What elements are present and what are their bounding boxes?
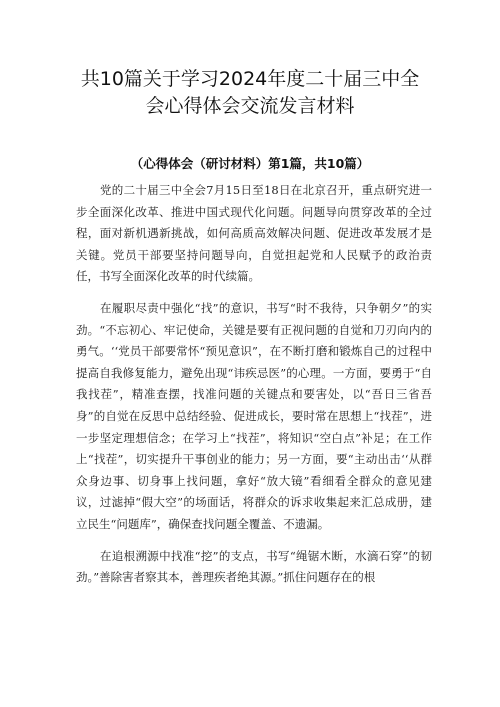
paragraph-1: 党的二十届三中全会7月15日至18日在北京召开，重点研究进一步全面深化改革、推进中国式现代化问题。问题导向贯穿改革的全过程，面对新机遇新挑战，如何高质高效解决问题、促进改革发展才是关键。党员干部要坚持问题导向，自觉担起党和人民赋予的政治责任，书写全面深化改革的时代续篇。 [76,183,432,284]
paragraph-2: 在履职尽责中强化“找”的意识，书写“时不我待，只争朝夕”的实劲。“不忘初心、牢记使命，关键是要有正视问题的自觉和刀刃向内的勇气。‘‘党员干部要常怀“预见意识”，在不断打磨和锻炼自己的过程中提高自我修复能力，避免出现“讳疾忌医”的心理。一方面，要勇于“自我找茬”，精准查摆，找准问题的关键点和要害处，以“吾日三省吾身”的自觉在反思中总结经验、促进成长，要时常在思想上“找茬”，进一步坚定理想信念；在学习上“找茬”，将知识“空白点”补足；在工作上“找茬”，切实提升干事创业的能力；另一方面，要“主动出击‘‘从群众身边事、切身事上找问题，拿好“放大镜”看细看全群众的意见建议，过滤掉“假大空”的场面话，将群众的诉求收集起来汇总成册，建立民生“问题库”，确保查找问题全覆盖、不遗漏。 [76,300,432,531]
title-line-1: 共10篇关于学习2024年度二十届三中全 [80,68,420,90]
document-subtitle: （心得体会（研讨材料）第1篇，共10篇） [130,156,370,171]
document-body [76,180,432,599]
document-title [60,66,440,120]
title-line-2: 会心得体会交流发言材料 [145,95,355,117]
paragraph-3: 在追根溯源中找准“挖”的支点，书写“绳锯木断，水滴石穿”的韧劲。”善除害者察其本，善理疾者绝其源。”抓住问题存在的根 [76,548,432,585]
